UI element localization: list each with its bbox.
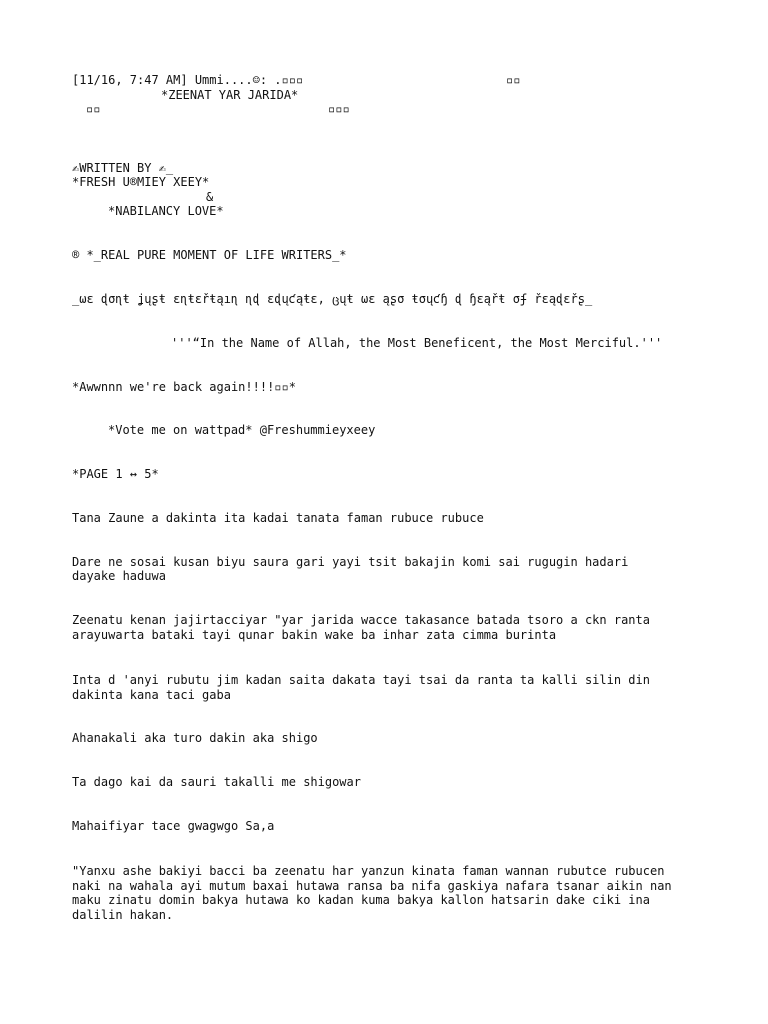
paragraph-2-line-2: dayake haduwa: [72, 569, 166, 584]
written-by-label: ✍WRITTEN BY ✍_: [72, 160, 174, 175]
paragraph-8-line-3: maku zinatu domin bakya hutawa ko kadan kuma bakya kallon hatsarin dake ciki ina: [72, 893, 650, 908]
story-title: *ZEENAT YAR JARIDA*: [161, 87, 299, 102]
author-ampersand: &: [206, 189, 214, 204]
back-again-text: *Awwnnn we're back again!!!!▫▫*: [72, 379, 296, 394]
paragraph-3-line-2: arayuwarta bataki tayi qunar bakin wake ba inhar zata cimma burinta: [72, 627, 557, 642]
header-glyphs-center: ▫▫▫: [328, 102, 350, 117]
header-glyphs-right: ▫▫: [506, 73, 521, 87]
paragraph-2-line-1: Dare ne sosai kusan biyu saura gari yayi tsit bakajin komi sai rugugin hadari: [72, 554, 629, 569]
author-name-1: *FRESH U®MIEY XEEY*: [72, 175, 210, 190]
paragraph-8-line-2: naki na wahala ayi mutum baxai hutawa ransa ba nifa gaskiya nafara tsanar aikin nan: [72, 878, 672, 893]
writers-group: ® *_REAL PURE MOMENT OF LIFE WRITERS_*: [72, 248, 347, 263]
tagline: _ωε ɖσɳŧ ʝųʂŧ εɳŧεřŧąıɳ ɳɖ εɖųƈąŧε, ცųŧ ωε ąʂσ ŧσųƈɧ ɖ ɧεąřŧ σʄ řεąɖεřʂ_: [72, 292, 593, 306]
header-glyphs-left: ▫▫: [86, 102, 101, 117]
author-name-2: *NABILANCY LOVE*: [108, 204, 224, 219]
page-range: *PAGE 1 ↔ 5*: [72, 467, 159, 482]
paragraph-4-line-2: dakinta kana taci gaba: [72, 687, 231, 702]
paragraph-6-line-1: Ta dago kai da sauri takalli me shigowar: [72, 775, 361, 790]
paragraph-8-line-1: "Yanxu ashe bakiyi bacci ba zeenatu har yanzun kinata faman wannan rubutce rubucen: [72, 864, 665, 879]
message-timestamp: [11/16, 7:47 AM] Ummi....☺: .▫▫▫: [72, 73, 304, 87]
paragraph-4-line-1: Inta d 'anyi rubutu jim kadan saita dakata tayi tsai da ranta ta kalli silin din: [72, 673, 650, 687]
paragraph-3-line-1: Zeenatu kenan jajirtacciyar "yar jarida wacce takasance batada tsoro a ckn ranta: [72, 613, 650, 628]
paragraph-1-line-1: Tana Zaune a dakinta ita kadai tanata faman rubuce rubuce: [72, 511, 484, 525]
paragraph-5-line-1: Ahanakali aka turo dakin aka shigo: [72, 731, 318, 746]
bismillah: '''“In the Name of Allah, the Most Beneficent, the Most Merciful.''': [171, 335, 663, 350]
paragraph-7-line-1: Mahaifiyar tace gwagwgo Sa,a: [72, 819, 275, 833]
vote-line: *Vote me on wattpad* @Freshummieyxeey: [108, 423, 376, 438]
paragraph-8-line-4: dalilin hakan.: [72, 908, 174, 922]
